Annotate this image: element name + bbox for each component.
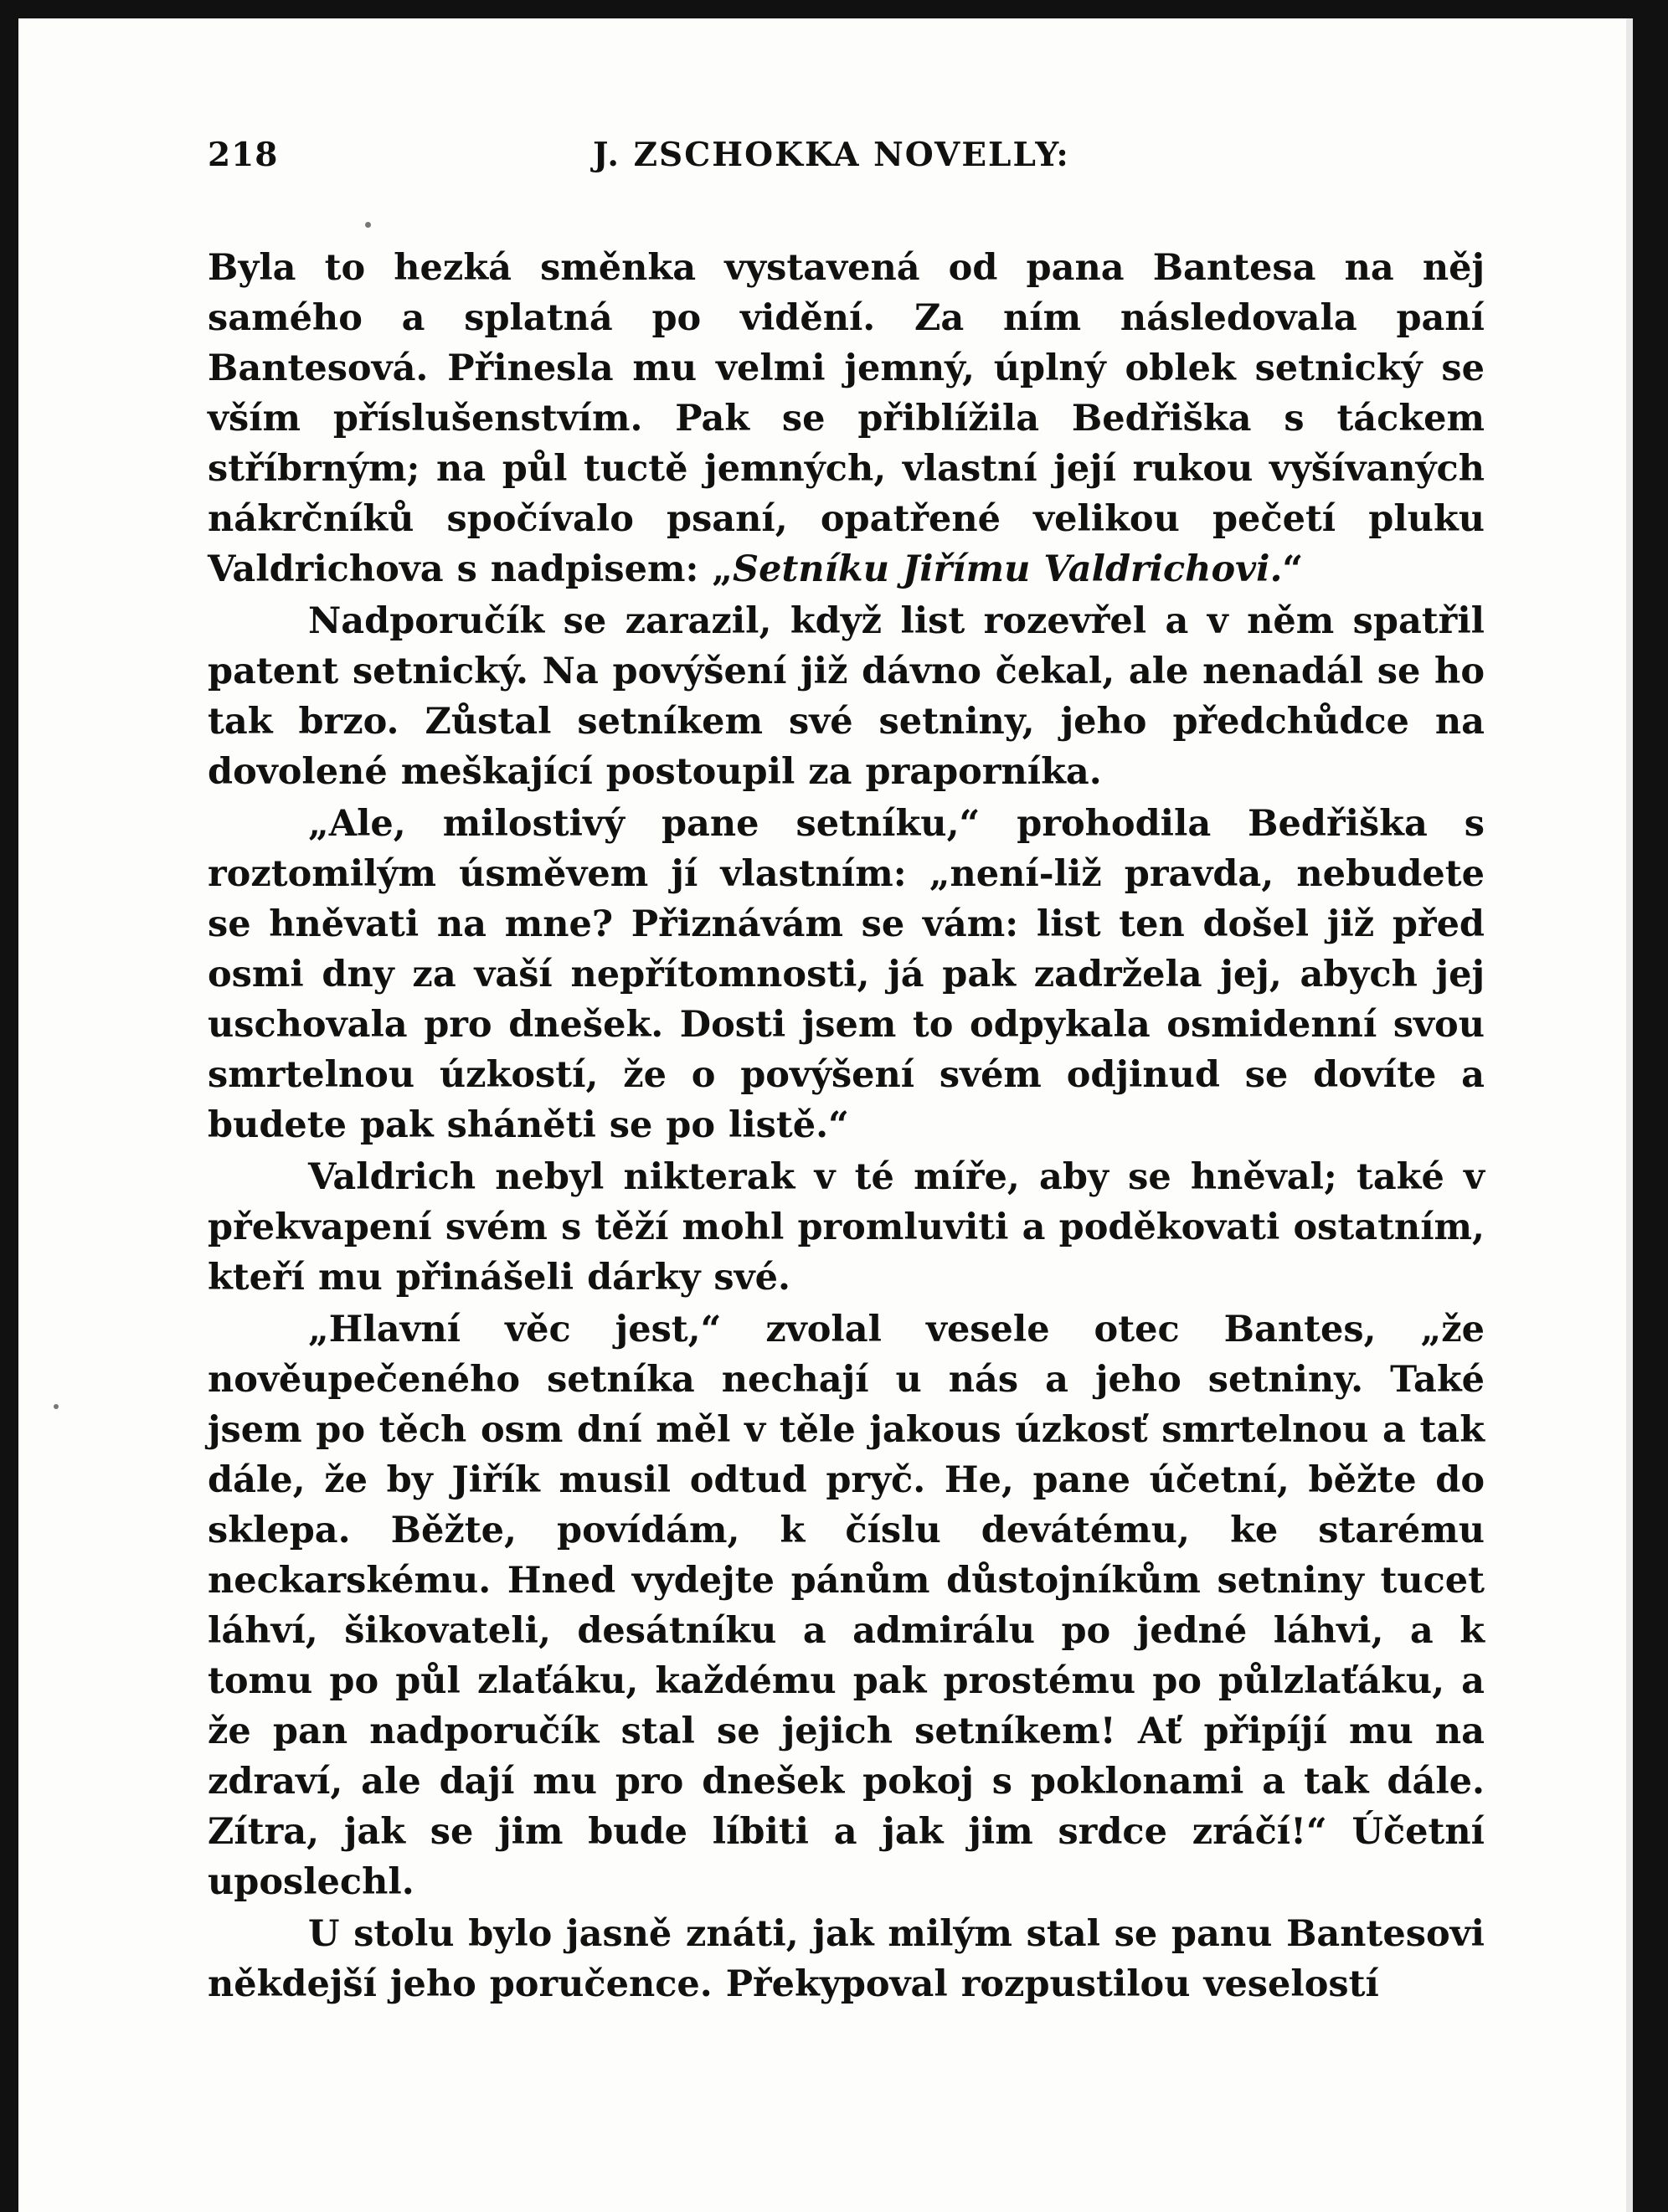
running-head bbox=[208, 126, 1485, 184]
scan-speck bbox=[54, 1404, 59, 1409]
scan-border-top bbox=[0, 0, 1668, 18]
scan-border-right bbox=[1633, 0, 1668, 2212]
paragraph-1 bbox=[208, 243, 1485, 594]
paragraph-1-text: Byla to hezká směnka vystavená od pana Bantesa na něj samého a splatná po vidění. Za ním následovala paní Bantesová. Přinesla mu velmi jemný, úplný oblek setnický se vším příslušenstvím. Pak se přiblížila Bedřiška s táckem stříbrným; na půl tuctě jemných, vlastní její rukou vyšívaných nákrčníků spočívalo psaní, opatřené velikou pečetí pluku Valdrichova s nadpisem: „ bbox=[208, 247, 1485, 590]
paragraph-5: „Hlavní věc jest,“ zvolal vesele otec Bantes, „že nověupečeného setníka nechají u nás a jeho setniny. Také jsem po těch osm dní měl v těle jakous úzkosť smrtelnou a tak dále, že by Jiřík musil odtud pryč. He, pane účetní, běžte do sklepa. Běžte, povídám, k číslu devátému, ke starému neckarskému. Hned vydejte pánům důstojníkům setniny tucet láhví, šikovateli, desátníku a admirálu po jedné láhvi, a k tomu po půl zlaťáku, každému pak prostému po půlzlaťáku, a že pan nadporučík stal se jejich setníkem! Ať připíjí mu na zdraví, ale dají mu pro dnešek pokoj s poklonami a tak dále. Zítra, jak se jim bude líbiti a jak jim srdce zráčí!“ Účetní uposlechl. bbox=[208, 1309, 1485, 1903]
page-number: 218 bbox=[208, 136, 279, 174]
body-text bbox=[208, 243, 1485, 2009]
scan-border-right-gutter bbox=[1626, 18, 1633, 2212]
book-page bbox=[208, 126, 1485, 2011]
paragraph-4: Valdrich nebyl nikterak v té míře, aby se hněval; také v překvapení svém s těží mohl promluviti a poděkovati ostatním, kteří mu přinášeli dárky své. bbox=[208, 1156, 1485, 1299]
page-title: J. ZSCHOKKA NOVELLY: bbox=[593, 136, 1070, 174]
paragraph-2: Nadporučík se zarazil, když list rozevřel a v něm spatřil patent setnický. Na povýšení již dávno čekal, ale nenadál se ho tak brzo. Zůstal setníkem své setniny, jeho předchůdce na dovolené meškající postoupil za praporníka. bbox=[208, 600, 1485, 793]
scan-border-left bbox=[0, 0, 18, 2212]
paragraph-6: U stolu bylo jasně znáti, jak milým stal se panu Bantesovi někdejší jeho poručence. Překypoval rozpustilou veselostí bbox=[208, 1913, 1485, 2005]
scan-border-top-right bbox=[1516, 0, 1633, 18]
paragraph-1-closing-quote: “ bbox=[1282, 548, 1304, 590]
paragraph-3: „Ale, milostivý pane setníku,“ prohodila Bedřiška s roztomilým úsměvem jí vlastním: „není-liž pravda, nebudete se hněvati na mne? Přiznávám se vám: list ten došel již před osmi dny za vaší nepřítomnosti, já pak zadržela jej, abych jej uschovala pro dnešek. Dosti jsem to odpykala osmidenní svou smrtelnou úzkostí, že o povýšení svém odjinud se dovíte a budete pak sháněti se po listě.“ bbox=[208, 803, 1485, 1146]
paragraph-1-italic-address: Setníku Jiřímu Valdrichovi. bbox=[733, 548, 1283, 590]
